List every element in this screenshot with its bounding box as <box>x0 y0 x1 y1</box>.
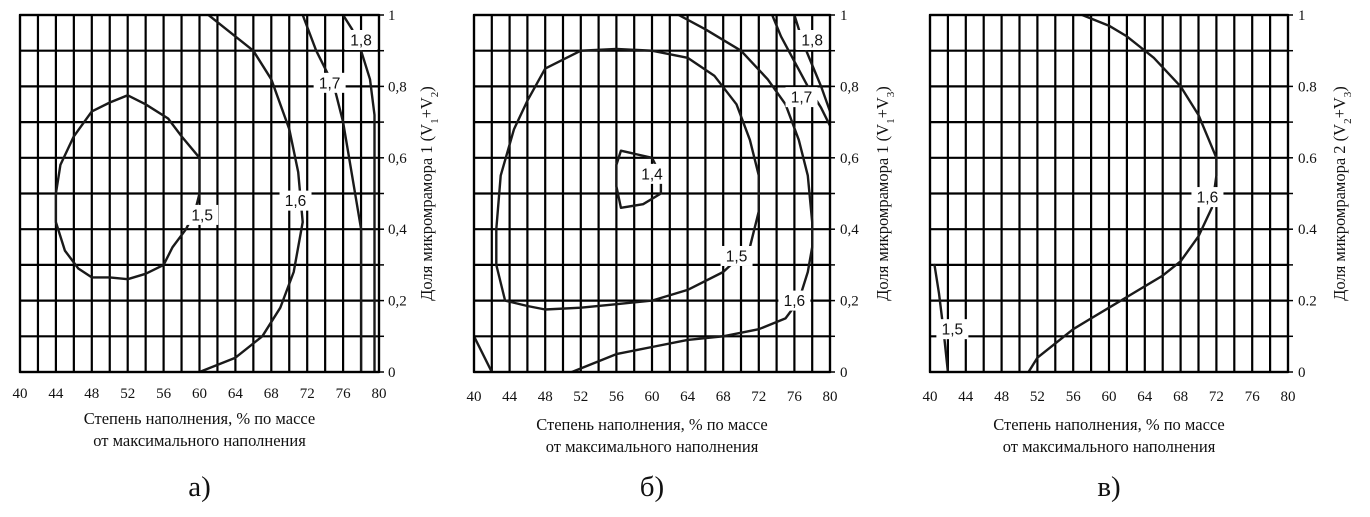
x-tick-label: 56 <box>156 386 172 402</box>
contour-label-text: 1,6 <box>783 293 806 311</box>
panel-3 <box>923 8 1355 503</box>
x-tick-label: 80 <box>822 389 838 405</box>
y-tick-label: 0.2 <box>1298 293 1317 310</box>
y-tick-label: 1 <box>388 8 396 24</box>
panel-label: б) <box>639 471 665 503</box>
x-tick-label: 68 <box>1173 389 1189 405</box>
x-tick-label: 76 <box>335 386 351 402</box>
contour-label <box>636 164 668 184</box>
contour-label <box>345 30 377 50</box>
contour-label <box>796 30 828 50</box>
contour-label <box>314 73 346 93</box>
y-tick-label: 0.8 <box>1298 79 1317 96</box>
x-tick-label: 40 <box>12 386 28 402</box>
x-tick-label: 44 <box>48 386 64 402</box>
x-tick-label: 56 <box>608 389 624 405</box>
contour-label-text: 1,7 <box>318 75 341 93</box>
contour-label-text: 1,5 <box>191 207 213 225</box>
contour-label-text: 1,5 <box>941 321 964 339</box>
y-tick-label: 0,8 <box>388 79 407 96</box>
contour-label <box>280 191 312 211</box>
x-tick-label: 68 <box>715 389 731 405</box>
panel-2 <box>467 8 898 503</box>
contour-label-text: 1,5 <box>725 248 748 266</box>
x-tick-label: 44 <box>502 389 518 405</box>
y-tick-label: 0,4 <box>388 222 407 239</box>
grid <box>474 15 830 372</box>
contour-line <box>474 336 492 372</box>
y-tick-label: 1 <box>840 8 848 24</box>
y-tick-label: 0.4 <box>1298 222 1317 239</box>
contour-label <box>786 87 818 107</box>
y-tick-label: 1 <box>1298 8 1306 24</box>
contour-label-text: 1,8 <box>350 32 372 50</box>
x-tick-label: 72 <box>299 386 315 402</box>
x-tick-label: 56 <box>1065 389 1081 405</box>
y-axis-label: Доля микромрамора 1 $(V_1+V_3)$ <box>873 86 897 301</box>
x-axis-label: Степень наполнения, % по массе <box>536 415 768 434</box>
x-tick-label: 44 <box>958 389 974 405</box>
y-tick-label: 0 <box>840 365 848 381</box>
x-axis-label: Степень наполнения, % по массе <box>83 409 316 428</box>
y-tick-label: 0,4 <box>840 222 859 239</box>
contour-label-text: 1,7 <box>790 89 813 107</box>
contour-line <box>935 265 948 372</box>
contour-label-text: 1,8 <box>801 32 823 50</box>
x-tick-label: 48 <box>994 389 1010 405</box>
x-tick-label: 60 <box>1101 389 1117 405</box>
x-tick-label: 40 <box>466 389 482 405</box>
contour-label <box>936 319 968 339</box>
x-tick-label: 64 <box>1137 389 1153 405</box>
x-tick-label: 60 <box>644 389 660 405</box>
contour-label-text: 1,4 <box>641 166 663 184</box>
contour-label <box>721 246 753 266</box>
x-tick-label: 64 <box>680 389 696 405</box>
x-tick-label: 68 <box>263 386 279 402</box>
x-axis-label: от максимального наполнения <box>545 437 759 456</box>
x-tick-label: 52 <box>1029 389 1045 405</box>
x-tick-label: 80 <box>1280 389 1296 405</box>
x-tick-label: 76 <box>1244 389 1260 405</box>
y-tick-label: 0,2 <box>840 293 859 310</box>
x-tick-label: 52 <box>573 389 589 405</box>
y-axis-label: Доля микромрамора 1 $(V_1+V_2)$ <box>417 86 441 301</box>
x-tick-label: 80 <box>371 386 387 402</box>
x-axis-label: от максимального наполнения <box>93 431 306 450</box>
x-tick-label: 48 <box>84 386 100 402</box>
contour-line <box>496 49 759 310</box>
x-axis-label: Степень наполнения, % по массе <box>993 415 1225 434</box>
x-tick-label: 64 <box>227 386 243 402</box>
contour-label-text: 1,6 <box>284 193 307 211</box>
y-tick-label: 0,2 <box>388 293 407 310</box>
contour-label <box>778 291 810 311</box>
y-tick-label: 0 <box>388 365 396 381</box>
y-tick-label: 0,6 <box>388 150 407 167</box>
contour-label-text: 1,6 <box>1196 189 1219 207</box>
contour-label <box>1191 187 1223 207</box>
y-tick-label: 0 <box>1298 365 1306 381</box>
x-tick-label: 76 <box>786 389 802 405</box>
panel-label: в) <box>1097 471 1121 503</box>
panel-1 <box>13 8 442 503</box>
y-tick-label: 0.6 <box>1298 150 1317 167</box>
x-tick-label: 72 <box>751 389 767 405</box>
contour-label <box>186 205 218 225</box>
grid <box>930 15 1288 372</box>
x-tick-label: 72 <box>1208 389 1224 405</box>
x-tick-label: 40 <box>922 389 938 405</box>
y-tick-label: 0,6 <box>840 150 859 167</box>
x-axis-label: от максимального наполнения <box>1002 437 1216 456</box>
x-tick-label: 60 <box>192 386 207 402</box>
x-tick-label: 48 <box>537 389 553 405</box>
x-tick-label: 52 <box>120 386 136 402</box>
y-axis-label: Доля микромрамора 2 $(V_2+V_3)$ <box>1330 86 1354 301</box>
y-tick-label: 0,8 <box>840 79 859 96</box>
panel-label: а) <box>188 471 211 503</box>
